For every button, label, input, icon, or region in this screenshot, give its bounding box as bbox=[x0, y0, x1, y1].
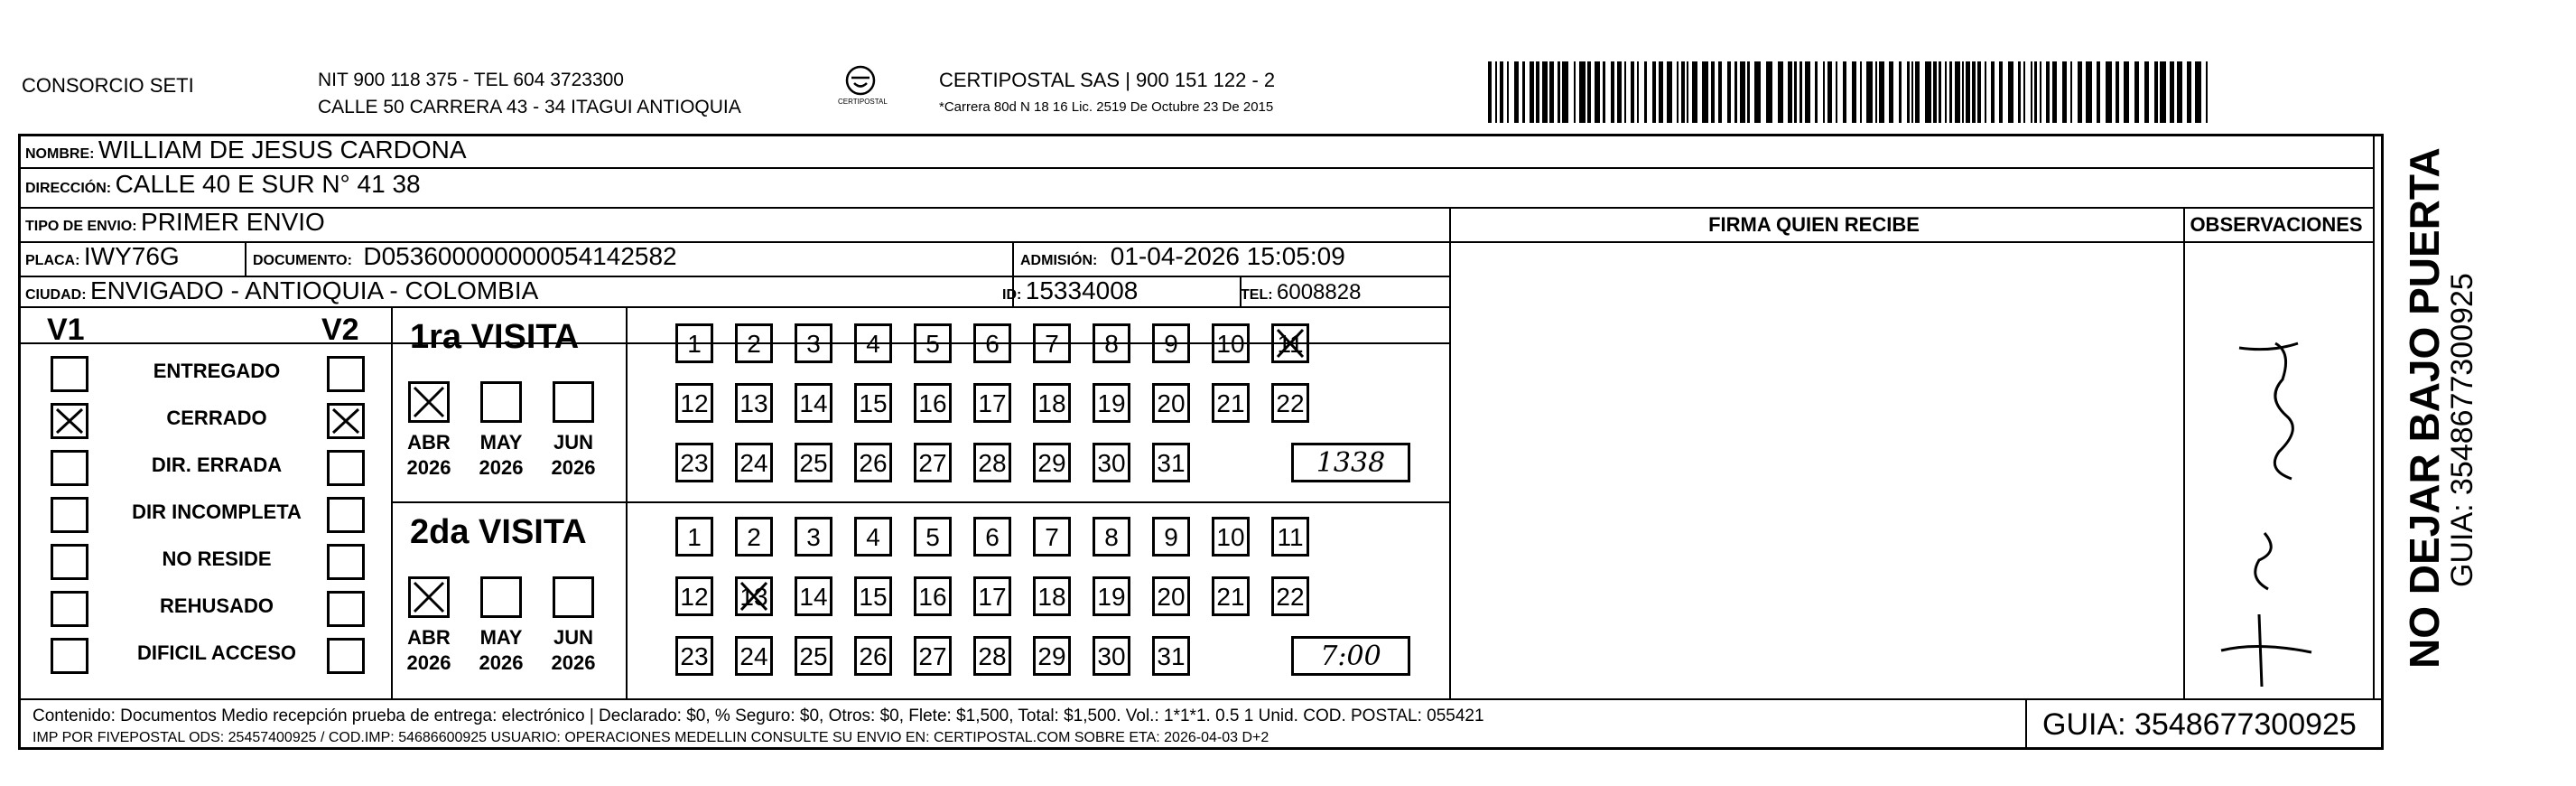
day-box[interactable]: 1 bbox=[675, 517, 713, 557]
content-description: Contenido: Documentos Medio recepción prueba de entrega: electrónico | Declarado: $0, % Seguro: $0, Otros: $0, Flete: $1,500, Total: $1,500. Vol.: 1*1*1. 0.5 1 Unid. COD. POSTAL: 055421 bbox=[33, 706, 1484, 725]
admission-value: 01-04-2026 15:05:09 bbox=[1110, 242, 1345, 270]
id-cell bbox=[1002, 276, 1138, 305]
day-box[interactable]: 2 bbox=[735, 323, 773, 363]
day-box[interactable]: 13 bbox=[735, 383, 773, 423]
v1-checkbox[interactable] bbox=[51, 544, 88, 580]
recipient-name-row bbox=[25, 136, 467, 164]
month-label bbox=[542, 430, 605, 481]
v1-checkbox[interactable] bbox=[51, 638, 88, 674]
day-box[interactable]: 31 bbox=[1152, 443, 1190, 482]
tel-label: TEL: bbox=[1241, 287, 1273, 303]
day-box[interactable]: 21 bbox=[1212, 576, 1250, 616]
day-box[interactable]: 26 bbox=[854, 443, 892, 482]
v2-checkbox[interactable] bbox=[327, 544, 365, 580]
day-box[interactable]: 8 bbox=[1093, 517, 1130, 557]
v1-checkbox[interactable] bbox=[51, 356, 88, 392]
address-line: CALLE 50 CARRERA 43 - 34 ITAGUI ANTIOQUIA bbox=[318, 97, 741, 117]
status-label: ENTREGADO bbox=[153, 360, 281, 382]
day-box[interactable]: 8 bbox=[1093, 323, 1130, 363]
shipping-type: PRIMER ENVIO bbox=[141, 208, 325, 236]
day-box[interactable]: 27 bbox=[914, 443, 952, 482]
license-line: *Carrera 80d N 18 16 Lic. 2519 De Octubre 23 De 2015 bbox=[939, 99, 1274, 115]
day-box[interactable]: 5 bbox=[914, 323, 952, 363]
day-box[interactable]: 9 bbox=[1152, 517, 1190, 557]
status-label: DIR. ERRADA bbox=[151, 454, 283, 476]
signature-header: FIRMA QUIEN RECIBE bbox=[1708, 213, 1920, 236]
tipo-label: TIPO DE ENVIO: bbox=[25, 219, 137, 234]
day-box[interactable]: 6 bbox=[973, 323, 1011, 363]
day-box[interactable]: 12 bbox=[675, 576, 713, 616]
day-box[interactable]: 3 bbox=[795, 517, 832, 557]
day-box[interactable]: 23 bbox=[675, 636, 713, 676]
nit-line: NIT 900 118 375 - TEL 604 3723300 bbox=[318, 70, 624, 90]
day-box[interactable]: 24 bbox=[735, 636, 773, 676]
v2-checkbox[interactable] bbox=[327, 450, 365, 486]
day-box[interactable]: 28 bbox=[973, 443, 1011, 482]
tel-value: 6008828 bbox=[1277, 280, 1362, 304]
v1-checkbox[interactable] bbox=[51, 450, 88, 486]
ciudad-label: CIUDAD: bbox=[25, 287, 87, 303]
v1-header: V1 bbox=[47, 313, 85, 347]
document-cell bbox=[253, 242, 677, 271]
barcode bbox=[1488, 61, 2210, 123]
city-cell bbox=[25, 276, 538, 305]
status-label: NO RESIDE bbox=[162, 547, 272, 570]
month-label bbox=[397, 625, 460, 676]
day-box[interactable]: 14 bbox=[795, 576, 832, 616]
certi-line: CERTIPOSTAL SAS | 900 151 122 - 2 bbox=[939, 69, 1276, 91]
day-box[interactable]: 31 bbox=[1152, 636, 1190, 676]
id-value: 15334008 bbox=[1025, 276, 1139, 304]
nombre-label: NOMBRE: bbox=[25, 146, 95, 162]
documento-label: DOCUMENTO: bbox=[253, 253, 352, 268]
admision-label: ADMISIÓN: bbox=[1020, 253, 1098, 268]
day-box[interactable]: 15 bbox=[854, 576, 892, 616]
v1-checkbox[interactable] bbox=[51, 497, 88, 533]
month-year: 2026 bbox=[551, 456, 596, 479]
v2-checkbox[interactable] bbox=[327, 356, 365, 392]
day-box[interactable]: 22 bbox=[1271, 576, 1309, 616]
day-box[interactable]: 14 bbox=[795, 383, 832, 423]
day-box[interactable]: 18 bbox=[1033, 576, 1071, 616]
day-box[interactable]: 5 bbox=[914, 517, 952, 557]
v2-header: V2 bbox=[321, 313, 359, 347]
day-box[interactable]: 11 bbox=[1271, 517, 1309, 557]
status-label: CERRADO bbox=[166, 407, 267, 429]
day-box[interactable]: 4 bbox=[854, 517, 892, 557]
day-box[interactable]: 9 bbox=[1152, 323, 1190, 363]
day-box[interactable]: 19 bbox=[1093, 576, 1130, 616]
day-box[interactable]: 20 bbox=[1152, 383, 1190, 423]
day-box[interactable]: 16 bbox=[914, 576, 952, 616]
handwritten-time: 1338 bbox=[1291, 443, 1410, 482]
status-label: REHUSADO bbox=[160, 594, 274, 617]
city-value: ENVIGADO - ANTIOQUIA - COLOMBIA bbox=[90, 276, 539, 304]
day-box[interactable]: 15 bbox=[854, 383, 892, 423]
day-box[interactable]: 4 bbox=[854, 323, 892, 363]
day-box[interactable]: 13 bbox=[735, 576, 773, 616]
day-box[interactable]: 17 bbox=[973, 383, 1011, 423]
month-checkbox[interactable] bbox=[553, 381, 594, 423]
print-info: IMP POR FIVEPOSTAL ODS: 25457400925 / COD.IMP: 54686600925 USUARIO: OPERACIONES MEDELLIN CONSULTE SU ENVIO EN: CERTIPOSTAL.COM SOBRE ETA: 2026-04-03 D+2 bbox=[33, 730, 1269, 745]
month-checkbox[interactable] bbox=[480, 576, 522, 618]
tel-cell bbox=[1241, 280, 1361, 305]
day-box[interactable]: 20 bbox=[1152, 576, 1190, 616]
day-box[interactable]: 21 bbox=[1212, 383, 1250, 423]
v1-checkbox[interactable] bbox=[51, 403, 88, 439]
company-contact bbox=[318, 67, 741, 121]
month-year: 2026 bbox=[479, 456, 524, 479]
month-checkbox[interactable] bbox=[408, 381, 450, 423]
v2-checkbox[interactable] bbox=[327, 638, 365, 674]
day-box[interactable]: 12 bbox=[675, 383, 713, 423]
month-checkbox[interactable] bbox=[553, 576, 594, 618]
day-box[interactable]: 2 bbox=[735, 517, 773, 557]
day-box[interactable]: 26 bbox=[854, 636, 892, 676]
direccion-label: DIRECCIÓN: bbox=[25, 181, 112, 196]
plate-value: IWY76G bbox=[83, 242, 180, 270]
handwritten-time: 7:00 bbox=[1291, 636, 1410, 676]
day-box[interactable]: 27 bbox=[914, 636, 952, 676]
id-label: ID: bbox=[1002, 287, 1022, 303]
month-label bbox=[470, 625, 533, 676]
day-box[interactable]: 18 bbox=[1033, 383, 1071, 423]
observations-header: OBSERVACIONES bbox=[2190, 213, 2363, 236]
month-year: 2026 bbox=[406, 456, 451, 479]
day-box[interactable]: 17 bbox=[973, 576, 1011, 616]
day-box[interactable]: 10 bbox=[1212, 517, 1250, 557]
placa-label: PLACA: bbox=[25, 253, 80, 268]
day-box[interactable]: 10 bbox=[1212, 323, 1250, 363]
day-box[interactable]: 22 bbox=[1271, 383, 1309, 423]
v2-checkbox[interactable] bbox=[327, 591, 365, 627]
month-year: 2026 bbox=[551, 651, 596, 674]
status-label: DIR INCOMPLETA bbox=[132, 501, 302, 523]
month-name: ABR bbox=[407, 431, 451, 454]
recipient-address: CALLE 40 E SUR N° 41 38 bbox=[115, 170, 421, 198]
month-name: JUN bbox=[553, 431, 593, 454]
month-year: 2026 bbox=[479, 651, 524, 674]
day-box[interactable]: 1 bbox=[675, 323, 713, 363]
no-dejar-warning: NO DEJAR BAJO PUERTA bbox=[2401, 147, 2448, 669]
day-box[interactable]: 30 bbox=[1093, 443, 1130, 482]
v2-checkbox[interactable] bbox=[327, 497, 365, 533]
recipient-name: WILLIAM DE JESUS CARDONA bbox=[98, 136, 467, 164]
day-box[interactable]: 19 bbox=[1093, 383, 1130, 423]
month-name: JUN bbox=[553, 626, 593, 649]
company-name: CONSORCIO SETI bbox=[22, 74, 194, 97]
month-label bbox=[470, 430, 533, 481]
day-box[interactable]: 29 bbox=[1033, 443, 1071, 482]
month-name: ABR bbox=[407, 626, 451, 649]
day-box[interactable]: 16 bbox=[914, 383, 952, 423]
month-year: 2026 bbox=[406, 651, 451, 674]
admission-cell bbox=[1020, 242, 1345, 271]
status-label: DIFICIL ACCESO bbox=[136, 641, 296, 664]
month-label bbox=[397, 430, 460, 481]
day-box[interactable]: 25 bbox=[795, 636, 832, 676]
day-box[interactable]: 24 bbox=[735, 443, 773, 482]
v2-checkbox[interactable] bbox=[327, 403, 365, 439]
logo-text: CERTIPOSTAL bbox=[838, 98, 888, 106]
month-checkbox[interactable] bbox=[408, 576, 450, 618]
day-box[interactable]: 23 bbox=[675, 443, 713, 482]
shipping-type-row bbox=[25, 208, 325, 237]
day-box[interactable]: 6 bbox=[973, 517, 1011, 557]
day-box[interactable]: 11 bbox=[1271, 323, 1309, 363]
certipostal-logo bbox=[838, 65, 888, 106]
visit-title: 2da VISITA bbox=[410, 513, 587, 551]
month-label bbox=[542, 625, 605, 676]
day-box[interactable]: 28 bbox=[973, 636, 1011, 676]
handwritten-signature bbox=[2185, 325, 2348, 687]
certipostal-info bbox=[939, 67, 1275, 121]
address-row bbox=[25, 170, 421, 199]
day-box[interactable]: 7 bbox=[1033, 323, 1071, 363]
day-box[interactable]: 25 bbox=[795, 443, 832, 482]
day-box[interactable]: 29 bbox=[1033, 636, 1071, 676]
side-tracking-number: GUIA: 3548677300925 bbox=[2445, 273, 2479, 587]
month-name: MAY bbox=[479, 626, 523, 649]
tracking-number: GUIA: 3548677300925 bbox=[2042, 707, 2357, 742]
plate-cell bbox=[25, 242, 180, 271]
day-box[interactable]: 30 bbox=[1093, 636, 1130, 676]
day-box[interactable]: 3 bbox=[795, 323, 832, 363]
month-checkbox[interactable] bbox=[480, 381, 522, 423]
visit-title: 1ra VISITA bbox=[410, 318, 580, 356]
document-value: D053600000000054142582 bbox=[363, 242, 677, 270]
v1-checkbox[interactable] bbox=[51, 591, 88, 627]
month-name: MAY bbox=[479, 431, 523, 454]
day-box[interactable]: 7 bbox=[1033, 517, 1071, 557]
